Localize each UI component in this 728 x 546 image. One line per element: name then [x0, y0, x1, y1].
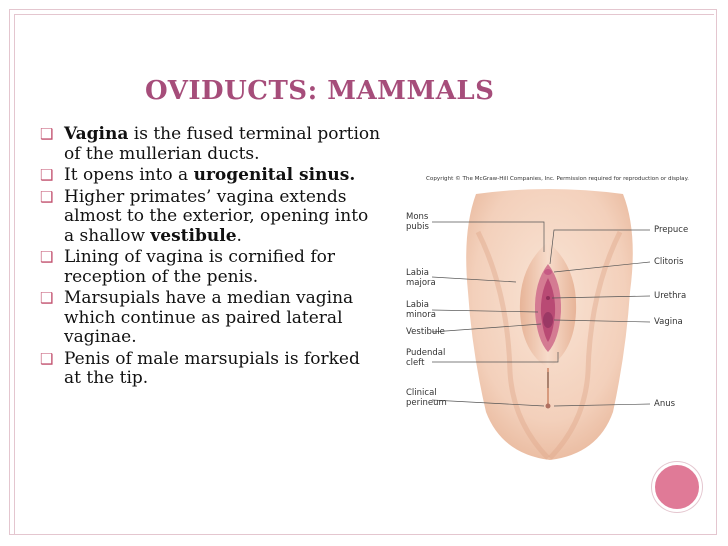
label-clinical-perineum: Clinical perineum	[406, 388, 447, 408]
clitoris	[544, 269, 552, 275]
bullet-text: Penis of male marsupials is forked at the tip.	[64, 348, 360, 388]
bullet-item	[42, 125, 382, 164]
bullet-item	[42, 166, 382, 186]
decorative-corner-circle	[652, 462, 702, 512]
bullet-marker-icon: ❑	[40, 187, 54, 206]
bullet-text: is the fused terminal portion of the mullerian ducts.	[64, 124, 381, 164]
bullet-text-end: .	[236, 225, 242, 246]
bullet-marker-icon: ❑	[40, 349, 54, 368]
anatomy-figure	[398, 172, 700, 462]
bullet-text: Lining of vagina is cornified for reception of the penis.	[64, 247, 335, 287]
label-vestibule: Vestibule	[406, 327, 445, 337]
label-urethra: Urethra	[654, 291, 687, 301]
vaginal-opening	[543, 312, 553, 328]
slide-title: OVIDUCTS: MAMMALS	[145, 76, 495, 106]
label-vagina: Vagina	[654, 317, 683, 327]
label-labia-majora: Labia majora	[406, 268, 436, 288]
bullet-text: Marsupials have a median vagina which continue as paired lateral vaginae.	[64, 288, 354, 347]
bullet-bold-term: vestibule	[150, 225, 237, 246]
bullet-text: Higher primates’ vagina extends almost to the exterior, opening into a shallow	[64, 186, 369, 246]
label-labia-minora: Labia minora	[406, 300, 436, 320]
label-clitoris: Clitoris	[654, 257, 684, 267]
bullet-marker-icon: ❑	[40, 248, 54, 266]
label-prepuce: Prepuce	[654, 225, 689, 235]
anus	[546, 404, 551, 409]
label-anus: Anus	[654, 399, 676, 409]
label-pudendal-cleft: Pudendal cleft	[406, 348, 446, 368]
bullet-bold-term: Vagina	[64, 124, 129, 144]
bullet-item	[42, 350, 382, 389]
bullet-text: It opens into a	[64, 165, 194, 185]
bullet-item	[42, 289, 382, 348]
bullet-marker-icon: ❑	[40, 289, 54, 307]
label-mons-pubis: Mons pubis	[406, 212, 429, 232]
bullet-item	[42, 248, 382, 287]
bullet-item	[42, 188, 382, 247]
bullet-list	[42, 125, 382, 391]
bullet-marker-icon: ❑	[40, 125, 54, 143]
bullet-marker-icon: ❑	[40, 166, 54, 184]
bullet-bold-term: urogenital sinus.	[193, 165, 356, 185]
figure-copyright: Copyright © The McGraw-Hill Companies, Inc. Permission required for reproduction or display.	[426, 176, 689, 182]
urethra	[546, 296, 550, 300]
